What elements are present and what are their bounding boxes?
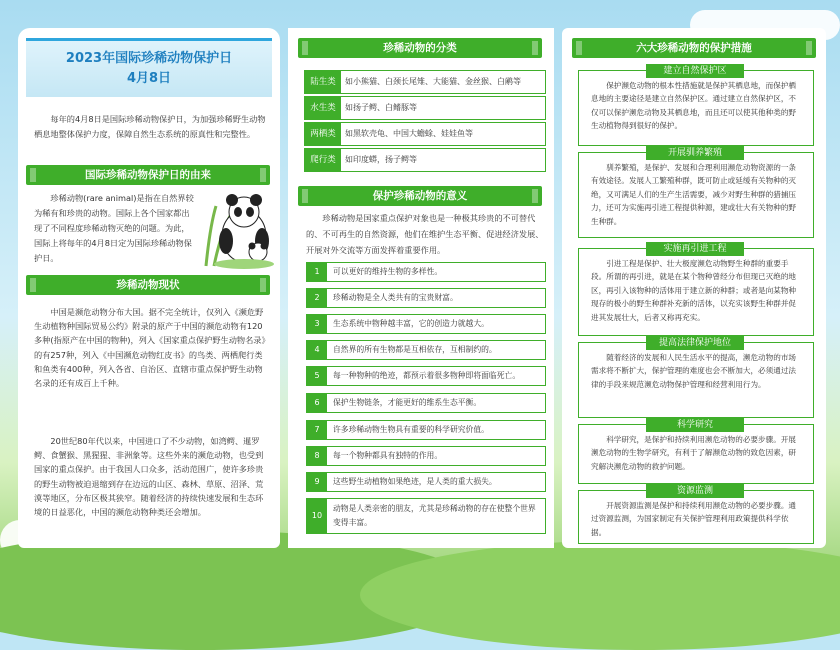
item-number: 9	[307, 473, 327, 491]
list-item	[306, 262, 546, 282]
item-number: 5	[307, 367, 327, 385]
item-text: 生态系统中物种越丰富，它的创造力就越大。	[333, 319, 489, 328]
item-number: 10	[307, 499, 327, 533]
row-label: 陆生类	[305, 71, 341, 93]
classification-row	[304, 148, 546, 172]
classification-row	[304, 96, 546, 120]
status-text-1: 中国是濒危动物分布大国。据不完全统计，仅列入《濒危野生动植物种国际贸易公约》附录的原产于中国的濒危动物有120多种(指原产在中国的物种)，列入《国家重点保护野生动物名录》的有257种，列入《中国濒危动物红皮书》的鸟类、两栖爬行类和鱼类有400种，列入各省、自治区、直辖市重点保护野生动物名录的还有成百上千种。	[34, 307, 270, 389]
list-item	[306, 288, 546, 308]
measure-box	[578, 248, 814, 336]
item-text: 动物是人类亲密的朋友，尤其是珍稀动物的存在使整个世界变得丰富。	[333, 504, 536, 527]
classification-row	[304, 122, 546, 146]
list-item	[306, 498, 546, 534]
page-title	[26, 38, 272, 97]
measure-box	[578, 152, 814, 238]
status-text-2: 20世纪80年代以来，中国进口了不少动物，如湾鳄、暹罗鳄、食蟹猴、黑猩猩、非洲象等。这些外来的濒危动物，也受到国家的重点保护。由于我国人口众多，活动范围广，使许多珍贵的野生动物被迫退缩到存在边远的山区、森林、草原、沼泽、荒漠等地区，分布区极其狭窄。随着经济的持续快速发展和生态环境的日益恶化，中国的濒危动物种类还会增加。	[34, 436, 264, 518]
row-value: 如黑软壳龟、中国大蟾蜍、娃娃鱼等	[345, 129, 473, 138]
item-text: 许多珍稀动物生物具有重要的科学研究价值。	[333, 425, 489, 434]
list-item	[306, 366, 546, 386]
measure-text: 保护濒危动物的根本性措施就是保护其栖息地，而保护栖息地的主要途径是建立自然保护区。通过建立自然保护区，不仅可以保护濒危动物及其栖息地，而且还可以使其他种类的野生动植物得到很好的保护。	[591, 81, 797, 131]
row-label: 水生类	[305, 97, 341, 119]
measure-title: 提高法律保护地位	[646, 336, 744, 350]
measure-box	[578, 424, 814, 484]
measure-title: 科学研究	[646, 418, 744, 432]
item-number: 1	[307, 263, 327, 281]
row-value: 如扬子鳄、白鳍豚等	[345, 103, 417, 112]
item-text: 自然界的所有生物都是互相依存，互相制约的。	[333, 345, 497, 354]
item-number: 2	[307, 289, 327, 307]
classification-heading: 珍稀动物的分类	[298, 38, 542, 58]
list-item	[306, 446, 546, 466]
row-value: 如印度蟒，扬子鳄等	[345, 155, 417, 164]
item-text: 每一种物种的绝迹，都预示着很多物种即将面临死亡。	[333, 371, 521, 380]
item-number: 7	[307, 421, 327, 439]
row-label: 两栖类	[305, 123, 341, 145]
meaning-heading: 保护珍稀动物的意义	[298, 186, 542, 206]
title-line-1: 2023年国际珍稀动物保护日	[65, 51, 233, 66]
item-text: 这些野生动植物如果绝迹，是人类的重大损失。	[333, 477, 497, 486]
meaning-text: 珍稀动物是国家重点保护对象也是一种极其珍贵的不可替代的、不可再生的自然资源，他们在维护生态平衡、促进经济发展、开展对外交流等方面发挥着重要作用。	[306, 213, 544, 255]
measure-box	[578, 490, 814, 544]
title-line-2: 4月8日	[126, 71, 172, 86]
measure-text: 引进工程是保护、壮大极度濒危动物野生种群的重要手段。所谓的再引进，就是在某个物种曾经分布但现已灭绝的地区，再引入该物种的活体用于建立新的种群；或者是向某物种现存的极小的野生种群补充新的活体，以充实该野生种群并促进其发展壮大，后者又称再充实。	[591, 259, 797, 322]
measure-text: 科学研究，是保护和持续利用濒危动物的必要步骤。开展濒危动物的生物学研究，有利于了解濒危动物的致危因素，研究解决濒危动物的救护问题。	[591, 435, 797, 471]
list-item	[306, 340, 546, 360]
measure-text: 驯养繁殖，是保护、发展和合理利用濒危动物资源的一条有效途径。发展人工繁殖种群，既可防止或延缓有关物种的灭绝，又可满足人们的生产生活需要，减少对野生种群的猎捕压力，还可为实施再引进工程提供种源，建或壮大有关物种的野生种群。	[591, 163, 797, 226]
origin-text: 珍稀动物(rare animal)是指在自然界较为稀有和珍贵的动物。国际上各个国家都出现了不同程度珍稀动物灭绝的问题。为此，国际上将每年的4月8日定为国际珍稀动物保护日。	[34, 193, 194, 263]
item-text: 每一个物种都具有独特的作用。	[333, 451, 443, 460]
measure-title: 实施再引进工程	[646, 242, 744, 256]
classification-row	[304, 70, 546, 94]
list-item	[306, 314, 546, 334]
item-number: 8	[307, 447, 327, 465]
intro-text: 每年的4月8日是国际珍稀动物保护日，为加强珍稀野生动物栖息地整体保护力度，保障自然生态系统的原真性和完整性。	[34, 114, 266, 139]
measure-title: 资源监测	[646, 484, 744, 498]
row-label: 爬行类	[305, 149, 341, 171]
status-heading: 珍稀动物现状	[26, 275, 270, 295]
measure-text: 开展资源监测是保护和持续利用濒危动物的必要步骤。通过资源监测，为国家制定有关保护管理利用政策提供科学依据。	[591, 501, 797, 537]
item-text: 可以更好的维持生物的多样性。	[333, 267, 443, 276]
measure-title: 开展驯养繁殖	[646, 146, 744, 160]
item-text: 保护生物链条，才能更好的维系生态平衡。	[333, 398, 482, 407]
item-number: 6	[307, 394, 327, 412]
measure-box	[578, 70, 814, 146]
row-value: 如小熊猫、白颈长尾雉、大能猫、金丝猴、白鹇等	[345, 77, 521, 86]
measure-title: 建立自然保护区	[646, 64, 744, 78]
item-text: 珍稀动物是全人类共有的宝贵财富。	[333, 293, 458, 302]
origin-heading: 国际珍稀动物保护日的由来	[26, 165, 270, 185]
measure-box	[578, 342, 814, 418]
item-number: 3	[307, 315, 327, 333]
list-item	[306, 420, 546, 440]
list-item	[306, 472, 546, 492]
panda-illustration	[196, 186, 276, 270]
item-number: 4	[307, 341, 327, 359]
list-item	[306, 393, 546, 413]
measures-heading: 六大珍稀动物的保护措施	[572, 38, 816, 58]
measure-text: 随着经济的发展和人民生活水平的提高，濒危动物的市场需求将不断扩大，保护管理的难度也会不断加大，必须通过法律的手段来规范濒危动物保护管理和经营利用行为。	[591, 353, 797, 389]
